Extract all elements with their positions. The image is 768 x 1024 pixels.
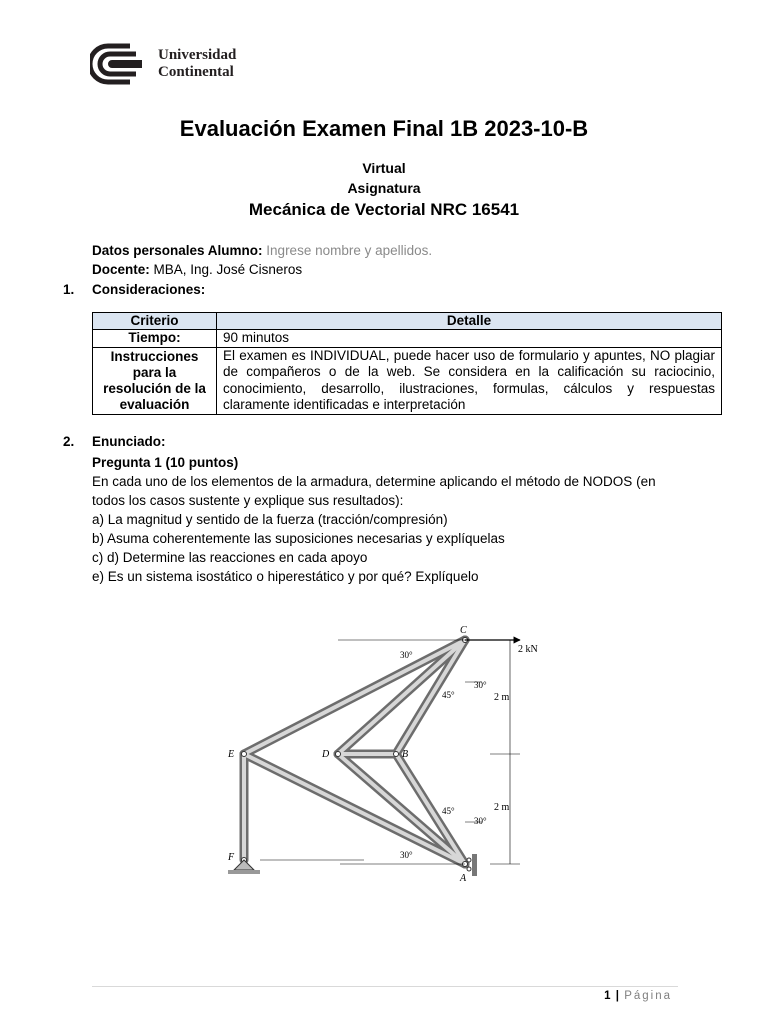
course-name: Mecánica de Vectorial NRC 16541 [248, 200, 520, 219]
label-node-f: F [228, 852, 235, 863]
section-title: Consideraciones: [92, 282, 206, 297]
page-word: Página [624, 990, 672, 1002]
table-row [93, 330, 722, 348]
teacher-label: Docente: [92, 262, 150, 277]
load-label: 2 kN [518, 644, 538, 655]
row-value: El examen es INDIVIDUAL, puede hacer uso de formulario y apuntes, NO plagiar de compañeros o de la web. Se considera en la calificación su raciocinio, conocimiento, desarrollo, ilustraciones, formulas, cálculos y respuestas claramente identificadas e interpretación [217, 347, 722, 414]
footer-separator: | [615, 990, 619, 1002]
subject-label: Asignatura [347, 180, 421, 196]
teacher-name: MBA, Ing. José Cisneros [153, 262, 303, 277]
question-item: e) Es un sistema isostático o hiperestático y por qué? Explíquelo [92, 569, 479, 584]
label-node-e: E [228, 749, 235, 760]
joint-b [394, 752, 399, 757]
question-title: Pregunta 1 (10 puntos) [92, 455, 239, 470]
logo-mark-icon [90, 42, 150, 86]
question-item: b) Asuma coherentemente las suposiciones necesarias y explíquelas [92, 531, 505, 546]
angle-label: 45° [442, 806, 455, 816]
angle-label: 45° [442, 690, 455, 700]
question-1 [92, 453, 692, 586]
angle-label: 30° [474, 680, 487, 690]
joint-d [336, 752, 341, 757]
truss-figure [220, 622, 550, 892]
section-number: 1. [63, 282, 75, 297]
section-enunciado [63, 434, 166, 449]
dim-label-bottom: 2 m [494, 802, 510, 813]
modality: Virtual [362, 160, 406, 176]
logo-line-2: Continental [158, 64, 234, 80]
question-intro: En cada uno de los elementos de la armadura, determine aplicando el método de NODOS (en todos los casos sustente y explique sus resultados): [92, 474, 656, 508]
truss-members [244, 640, 465, 864]
section-number: 2. [63, 434, 75, 449]
teacher-info [92, 262, 302, 277]
section-consideraciones [63, 282, 205, 297]
logo-line-1: Universidad [158, 47, 237, 63]
student-label: Datos personales Alumno: [92, 243, 263, 258]
label-node-d: D [322, 749, 330, 760]
criteria-table [92, 312, 722, 415]
exam-title: Evaluación Examen Final 1B 2023-10-B [179, 116, 589, 141]
angle-label: 30° [474, 816, 487, 826]
label-node-a: A [460, 873, 467, 884]
angle-label: 30° [400, 850, 413, 860]
label-node-b: B [402, 749, 409, 760]
row-key: Instrucciones para la resolución de la evaluación [93, 347, 217, 414]
table-header-row [93, 313, 722, 330]
university-logo [90, 42, 236, 86]
question-item: a) La magnitud y sentido de la fuerza (tracción/compresión) [92, 512, 448, 527]
row-key: Tiempo: [93, 330, 217, 348]
footer-rule [92, 986, 678, 987]
student-name-field[interactable]: Ingrese nombre y apellidos. [266, 243, 433, 258]
angle-label: 30° [400, 650, 413, 660]
logo-text [158, 47, 236, 81]
dim-label-top: 2 m [494, 692, 510, 703]
row-value: 90 minutos [217, 330, 722, 348]
section-title: Enunciado: [92, 434, 166, 449]
question-item: c) d) Determine las reacciones en cada apoyo [92, 550, 368, 565]
joint-e [242, 752, 247, 757]
header-detalle: Detalle [217, 313, 722, 330]
table-row [93, 347, 722, 414]
header-criterio: Criterio [93, 313, 217, 330]
page-footer [604, 990, 672, 1002]
page-number: 1 [604, 990, 611, 1002]
student-info [92, 243, 432, 258]
label-node-c: C [460, 625, 467, 636]
